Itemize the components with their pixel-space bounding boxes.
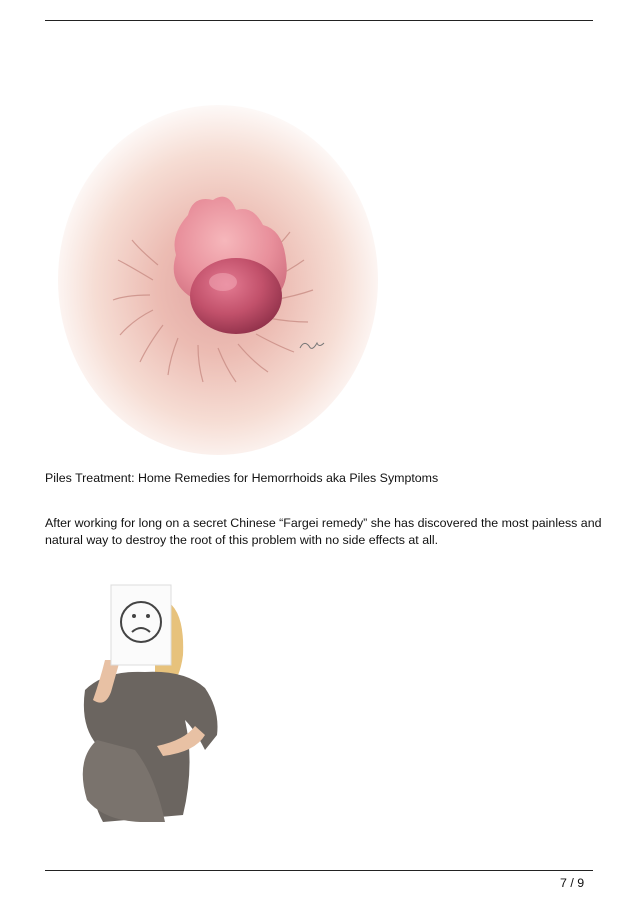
page-number: 7 / 9 (560, 876, 585, 890)
highlight (209, 273, 237, 291)
sad-face-photo-graphic (45, 560, 225, 822)
image-caption: Piles Treatment: Home Remedies for Hemorrhoids aka Piles Symptoms (45, 471, 439, 485)
footer-rule (45, 870, 593, 871)
body-paragraph: After working for long on a secret Chinese “Fargei remedy” she has discovered the most painless and natural way to destroy the root of this problem with no side effects at all. (45, 516, 602, 547)
header-rule (45, 20, 593, 21)
hemorrhoid-illustration-graphic (58, 100, 378, 455)
hemorrhoid-illustration (58, 100, 378, 455)
sad-face-photo (45, 560, 225, 822)
sad-face-sign (111, 585, 171, 665)
swollen-hemorrhoid (190, 258, 282, 334)
